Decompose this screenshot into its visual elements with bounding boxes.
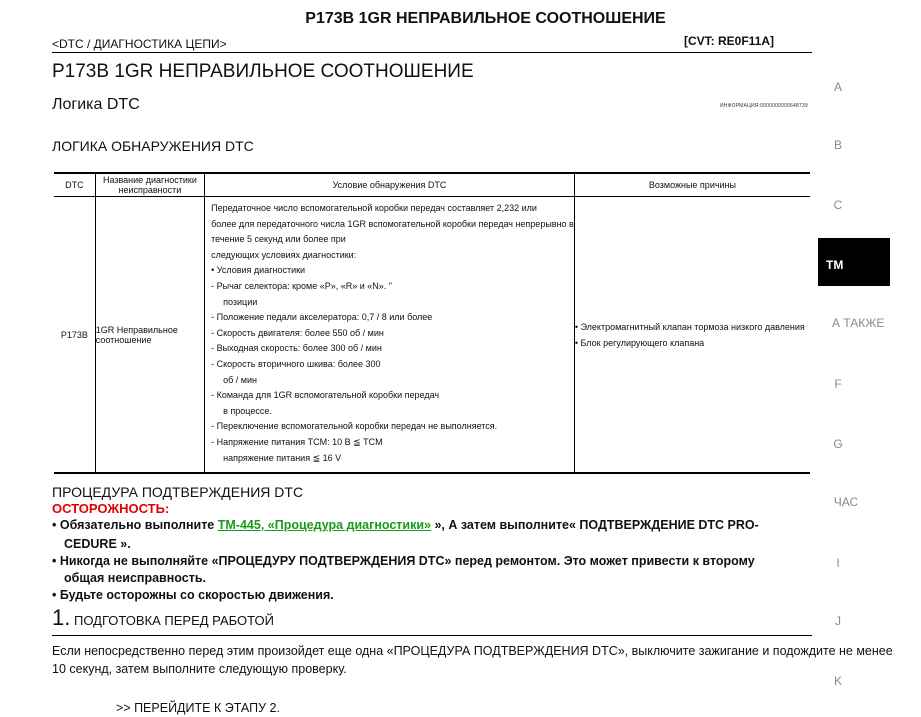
- table-header-row: [54, 173, 810, 197]
- caution-bullet-1: [52, 518, 759, 532]
- header-diagnosis-name: Название диагностики неисправности: [95, 173, 204, 197]
- page-header-title: P173B 1GR НЕПРАВИЛЬНОЕ СООТНОШЕНИЕ: [305, 10, 666, 27]
- condition-line: - Рычаг селектора: кроме «P», «R» и «N». ": [211, 280, 392, 291]
- sidebar-letter-c[interactable]: C: [833, 198, 843, 212]
- header-possible-causes: Возможные причины: [574, 173, 810, 197]
- condition-line: напряжение питания ≦ 16 V: [223, 452, 342, 463]
- step-title: ПОДГОТОВКА ПЕРЕД РАБОТОЙ: [74, 613, 274, 628]
- confirmation-procedure-heading: ПРОЦЕДУРА ПОДТВЕРЖДЕНИЯ DTC: [52, 484, 304, 500]
- sidebar-letter-k[interactable]: K: [833, 674, 842, 688]
- sidebar-letter-g[interactable]: G: [833, 437, 843, 451]
- caution-label: ОСТОРОЖНОСТЬ:: [52, 501, 170, 516]
- caution-bullet-2-cont: общая неисправность.: [64, 571, 206, 585]
- cell-dtc-code: P173B: [54, 197, 95, 474]
- condition-line: - Выходная скорость: более 300 об / мин: [211, 343, 382, 354]
- condition-line: следующих условиях диагностики:: [211, 249, 357, 260]
- sidebar-letter-i[interactable]: I: [836, 556, 840, 570]
- caution-bullet-1-cont: CEDURE ».: [64, 537, 131, 551]
- step-body-text: Если непосредственно перед этим произойдет еще одна «ПРОЦЕДУРА ПОДТВЕРЖДЕНИЯ DTC», выключите зажигание и подождите не менее 10 секунд, затем выполните следующую проверку.: [52, 644, 893, 676]
- header-divider: [52, 52, 812, 53]
- cause-item: • Блок регулирующего клапана: [574, 337, 705, 348]
- table-row: [54, 197, 810, 474]
- caution-bullet-1-suffix: », А затем выполните« ПОДТВЕРЖДЕНИЕ DTC PRO-: [431, 518, 759, 532]
- condition-line: - Команда для 1GR вспомогательной коробки передач: [211, 390, 440, 401]
- sidebar-letter-tm-active[interactable]: TM: [818, 238, 890, 286]
- condition-line: в процессе.: [223, 405, 272, 416]
- condition-line: - Переключение вспомогательной коробки передач не выполняется.: [211, 421, 498, 432]
- condition-line: - Положение педали акселератора: 0,7 / 8 или более: [211, 312, 433, 323]
- sidebar-letter-h[interactable]: ЧАС: [833, 495, 859, 509]
- section-title: P173B 1GR НЕПРАВИЛЬНОЕ СООТНОШЕНИЕ: [52, 61, 474, 82]
- sidebar-letter-also[interactable]: А ТАКЖЕ: [832, 316, 885, 330]
- detection-logic-heading: ЛОГИКА ОБНАРУЖЕНИЯ DTC: [52, 138, 254, 154]
- step-divider: [52, 635, 812, 636]
- sidebar-letter-a[interactable]: A: [833, 80, 842, 94]
- condition-line: течение 5 секунд или более при: [211, 234, 346, 245]
- condition-line: Передаточное число вспомогательной коробки передач составляет 2,232 или: [211, 203, 537, 213]
- model-code: [CVT: RE0F11A]: [684, 34, 775, 48]
- info-reference: ИНФОРМАЦИЯ:0000000000648739: [720, 103, 808, 109]
- dtc-logic-table: [54, 172, 810, 474]
- condition-line: более для передаточного числа 1GR вспомогательной коробки передач непрерывно в: [211, 218, 574, 229]
- section-subtitle: Логика DTC: [52, 96, 140, 113]
- goto-next-step-link[interactable]: >> ПЕРЕЙДИТЕ К ЭТАПУ 2.: [116, 701, 280, 715]
- step-number: 1.: [52, 605, 71, 630]
- condition-line: • Условия диагностики: [211, 265, 306, 276]
- condition-list: [205, 197, 574, 472]
- header-dtc: DTC: [54, 173, 95, 197]
- caution-bullet-3: • Будьте осторожны со скоростью движения.: [52, 588, 334, 602]
- sidebar-letter-f[interactable]: F: [834, 377, 842, 391]
- sidebar-letter-b[interactable]: B: [833, 138, 842, 152]
- cell-detection-condition: [205, 197, 575, 474]
- condition-line: - Напряжение питания TCM: 10 В ≦ TCM: [211, 436, 383, 447]
- diagnosis-procedure-link[interactable]: TM-445, «Процедура диагностики»: [217, 518, 431, 532]
- condition-line: - Скорость вторичного шкива: более 300: [211, 358, 381, 369]
- sidebar-letter-j[interactable]: J: [835, 614, 841, 628]
- caution-bullet-2: • Никогда не выполняйте «ПРОЦЕДУРУ ПОДТВЕРЖДЕНИЯ DTC» перед ремонтом. Это может привести к второму: [52, 554, 755, 568]
- condition-line: - Скорость двигателя: более 550 об / мин: [211, 327, 384, 338]
- cause-list: [575, 319, 810, 351]
- cell-diagnosis-name: 1GR Неправильное соотношение: [95, 197, 204, 474]
- condition-line: об / мин: [223, 374, 257, 385]
- cell-possible-causes: [574, 197, 810, 474]
- breadcrumb: <DTC / ДИАГНОСТИКА ЦЕПИ>: [52, 37, 227, 51]
- cause-item: • Электромагнитный клапан тормоза низкого давления: [574, 321, 805, 332]
- header-detection-condition: Условие обнаружения DTC: [205, 173, 575, 197]
- caution-bullet-1-prefix: • Обязательно выполните: [52, 518, 218, 532]
- condition-line: позиции: [223, 296, 258, 307]
